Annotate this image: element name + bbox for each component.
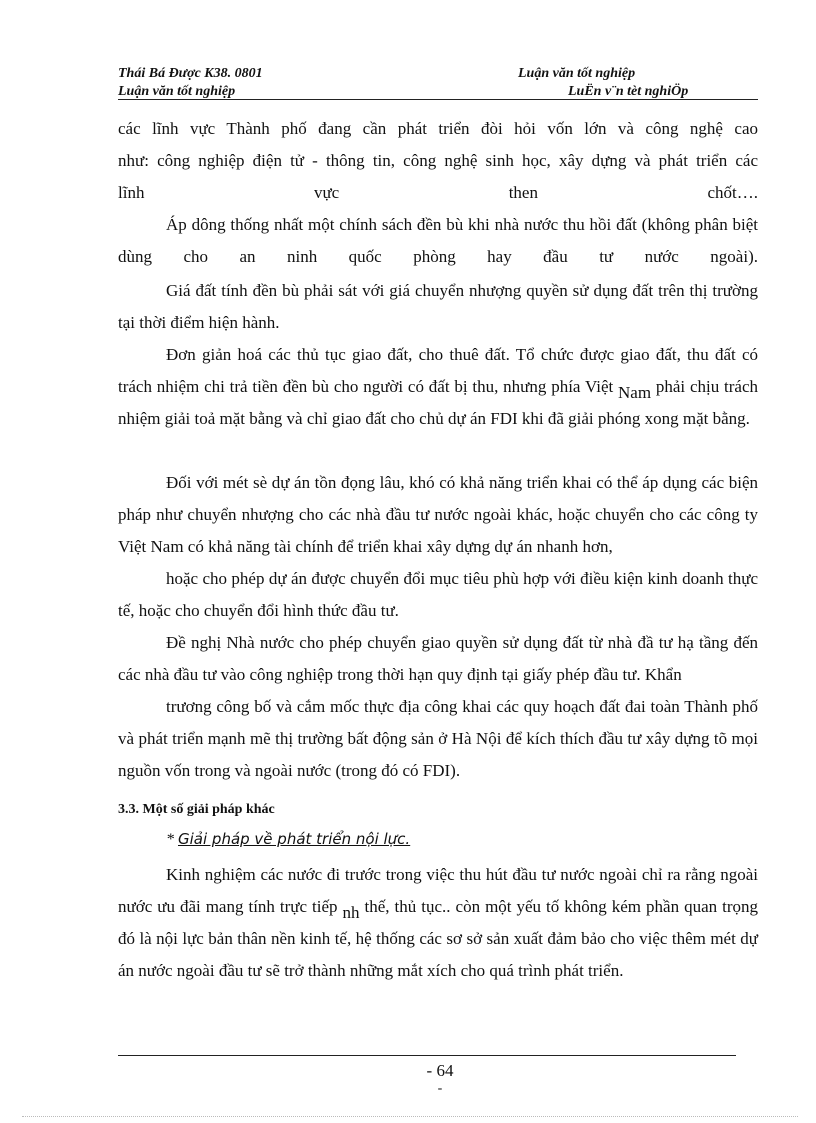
paragraph-8: trương công bố và cắm mốc thực địa công khai các quy hoạch đất đai toàn Thành phố và phát triển mạnh mẽ thị trường bất động sản ở Hà Nội để kích thích đầu tư xây dựng tõ mọi nguồn vốn trong và ngoài nước (trong đó có FDI). (118, 697, 758, 780)
section-heading: 3.3. Một số giải pháp khác (118, 802, 275, 817)
footer-rule (118, 1055, 736, 1056)
header-thesis-title-2: Luận văn tốt nghiệp (118, 84, 236, 99)
paragraph-1-line-3: lĩnh vực then chốt…. (118, 183, 758, 202)
paragraph-9-subscript: nh (342, 903, 360, 922)
paragraph-9-part-b: thế, thủ tục.. còn một yếu tố không kém phần quan trọng đó là nội lực bản thân nền kinh tế, hệ thống các sơ sở sản xuất đảm bảo cho việc thêm mét dự án nước ngoài đầu tư sẽ trở thành những mắt xích cho quá trình phát triển. (118, 897, 758, 980)
page-number: - 64 (426, 1061, 454, 1080)
paragraph-1-line-2: như: công nghiệp điện tử - thông tin, công nghệ sinh học, xây dựng và phát triển các (118, 151, 758, 170)
header-rule (118, 99, 758, 100)
header-author: Thái Bá Được K38. 0801 (118, 66, 263, 81)
subheading-text: Giải pháp về phát triển nội lực. (178, 830, 411, 848)
paragraph-4-subscript: Nam (618, 383, 652, 402)
paragraph-5: Đối với mét sè dự án tồn đọng lâu, khó có khả năng triển khai có thể áp dụng các biện pháp như chuyển nhượng cho các nhà đầu tư nước ngoài khác, hoặc chuyển cho các công ty Việt Nam có khả năng tài chính để triển khai xây dựng dự án nhanh hơn, (118, 473, 758, 556)
header-thesis-title: Luận văn tốt nghiệp (518, 66, 636, 81)
header-garbled-title: LuËn v¨n tèt nghiÖp (568, 84, 689, 99)
paragraph-9-part-a: Kinh nghiệm các nước đi trước trong việc thu hút đầu tư nước ngoài chỉ ra rằng ngoài nước ưu đãi mang tính trực tiếp (118, 865, 758, 916)
page-number-dash: - (437, 1081, 443, 1096)
paragraph-3: Giá đất tính đền bù phải sát với giá chuyển nhượng quyền sử dụng đất trên thị trường tại thời điểm hiện hành. (118, 281, 758, 332)
paragraph-1-line-1: các lĩnh vực Thành phố đang cần phát triển đòi hỏi vốn lớn và công nghệ cao (118, 119, 758, 138)
bullet-marker: * (166, 831, 174, 848)
paragraph-2: Áp dông thống nhất một chính sách đền bù khi nhà nước thu hồi đất (không phân biệt dùng cho an ninh quốc phòng hay đầu tư nước ngoài). (118, 215, 758, 266)
paragraph-6: hoặc cho phép dự án được chuyển đổi mục tiêu phù hợp với điều kiện kinh doanh thực tế, hoặc cho chuyển đổi hình thức đầu tư. (118, 569, 758, 620)
paragraph-4-part-a: Đơn giản hoá các thủ tục giao đất, cho thuê đất. Tổ chức được giao đất, thu đất có trách nhiệm chi trả tiền đền bù cho người có đất bị thu, nhưng phía Việt (118, 345, 758, 396)
subheading (166, 830, 410, 849)
paragraph-4-part-b: phải chịu trách nhiệm giải toả mặt bằng và chỉ giao đất cho chủ dự án FDI khi đã giải phóng xong mặt bằng. (118, 377, 758, 428)
page-edge-dotted-line (22, 1116, 798, 1117)
paragraph-9 (118, 859, 758, 987)
paragraph-4 (118, 339, 758, 435)
paragraph-7: Đề nghị Nhà nước cho phép chuyển giao quyền sử dụng đất từ nhà đầ tư hạ tầng đến các nhà đầu tư vào công nghiệp trong thời hạn quy định tại giấy phép đầu tư. Khẩn (118, 633, 758, 684)
